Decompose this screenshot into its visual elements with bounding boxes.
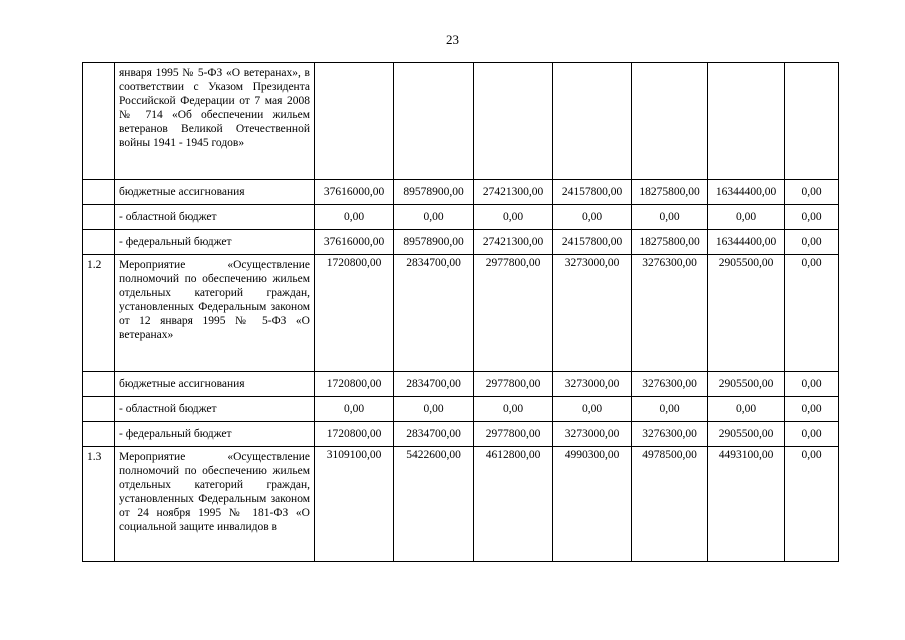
table-body	[83, 63, 839, 562]
row-number	[83, 205, 115, 230]
value-cell: 24157800,00	[553, 180, 632, 205]
table-row	[83, 180, 839, 205]
value-cell: 0,00	[785, 372, 839, 397]
value-cell: 4990300,00	[553, 447, 632, 562]
value-cell: 1720800,00	[315, 372, 394, 397]
row-number	[83, 372, 115, 397]
row-number: 1.3	[83, 447, 115, 562]
value-cell: 0,00	[708, 397, 785, 422]
value-cell: 0,00	[785, 180, 839, 205]
table-row	[83, 397, 839, 422]
value-cell	[394, 63, 474, 180]
table-row	[83, 422, 839, 447]
value-cell: 0,00	[315, 397, 394, 422]
value-cell: 0,00	[785, 230, 839, 255]
value-cell: 27421300,00	[474, 180, 553, 205]
value-cell: 0,00	[394, 205, 474, 230]
value-cell: 1720800,00	[315, 422, 394, 447]
value-cell: 5422600,00	[394, 447, 474, 562]
value-cell: 16344400,00	[708, 230, 785, 255]
row-description: бюджетные ассигнования	[115, 180, 315, 205]
value-cell: 2977800,00	[474, 372, 553, 397]
value-cell: 2834700,00	[394, 372, 474, 397]
row-number	[83, 63, 115, 180]
row-description: - федеральный бюджет	[115, 422, 315, 447]
value-cell: 2905500,00	[708, 372, 785, 397]
value-cell: 27421300,00	[474, 230, 553, 255]
row-description: - областной бюджет	[115, 397, 315, 422]
value-cell: 0,00	[394, 397, 474, 422]
value-cell: 3273000,00	[553, 372, 632, 397]
table-row	[83, 230, 839, 255]
row-description: бюджетные ассигнования	[115, 372, 315, 397]
value-cell: 24157800,00	[553, 230, 632, 255]
value-cell: 3276300,00	[632, 372, 708, 397]
value-cell: 2834700,00	[394, 255, 474, 372]
value-cell: 2977800,00	[474, 255, 553, 372]
value-cell: 89578900,00	[394, 180, 474, 205]
value-cell: 2905500,00	[708, 255, 785, 372]
value-cell: 0,00	[474, 205, 553, 230]
value-cell: 3276300,00	[632, 422, 708, 447]
value-cell	[315, 63, 394, 180]
value-cell: 3109100,00	[315, 447, 394, 562]
value-cell: 4493100,00	[708, 447, 785, 562]
value-cell	[474, 63, 553, 180]
value-cell: 0,00	[632, 205, 708, 230]
value-cell: 3273000,00	[553, 255, 632, 372]
value-cell: 0,00	[708, 205, 785, 230]
table-row	[83, 372, 839, 397]
budget-table	[82, 62, 839, 562]
row-description: Мероприятие «Осуществление полномочий по обеспечению жильем отдельных категорий граждан, установленных Федеральным законом от 24 ноября 1995 № 181-ФЗ «О социальной защите инвалидов в	[115, 447, 315, 562]
row-number	[83, 422, 115, 447]
value-cell	[632, 63, 708, 180]
row-description: - областной бюджет	[115, 205, 315, 230]
row-number	[83, 180, 115, 205]
value-cell: 0,00	[785, 422, 839, 447]
table-row	[83, 63, 839, 180]
value-cell: 16344400,00	[708, 180, 785, 205]
value-cell: 2905500,00	[708, 422, 785, 447]
table-row	[83, 447, 839, 562]
row-number	[83, 230, 115, 255]
value-cell: 0,00	[785, 255, 839, 372]
value-cell: 4612800,00	[474, 447, 553, 562]
value-cell: 0,00	[315, 205, 394, 230]
value-cell: 1720800,00	[315, 255, 394, 372]
table-row	[83, 205, 839, 230]
value-cell: 4978500,00	[632, 447, 708, 562]
value-cell: 37616000,00	[315, 230, 394, 255]
row-number: 1.2	[83, 255, 115, 372]
value-cell: 37616000,00	[315, 180, 394, 205]
value-cell: 0,00	[785, 447, 839, 562]
value-cell	[785, 63, 839, 180]
table-row	[83, 255, 839, 372]
value-cell	[708, 63, 785, 180]
value-cell: 89578900,00	[394, 230, 474, 255]
value-cell: 3273000,00	[553, 422, 632, 447]
value-cell	[553, 63, 632, 180]
row-description: - федеральный бюджет	[115, 230, 315, 255]
value-cell: 0,00	[553, 397, 632, 422]
value-cell: 0,00	[474, 397, 553, 422]
row-description: Мероприятие «Осуществление полномочий по обеспечению жильем отдельных категорий граждан, установленных Федеральным законом от 12 января 1995 № 5-ФЗ «О ветеранах»	[115, 255, 315, 372]
value-cell: 3276300,00	[632, 255, 708, 372]
page-number: 23	[446, 32, 459, 47]
value-cell: 2834700,00	[394, 422, 474, 447]
value-cell: 0,00	[785, 397, 839, 422]
value-cell: 0,00	[553, 205, 632, 230]
value-cell: 18275800,00	[632, 180, 708, 205]
value-cell: 18275800,00	[632, 230, 708, 255]
value-cell: 2977800,00	[474, 422, 553, 447]
row-number	[83, 397, 115, 422]
row-description: января 1995 № 5-ФЗ «О ветеранах», в соответствии с Указом Президента Российской Федерации от 7 мая 2008 № 714 «Об обеспечении жильем ветеранов Великой Отечественной войны 1941 - 1945 годов»	[115, 63, 315, 180]
value-cell: 0,00	[632, 397, 708, 422]
value-cell: 0,00	[785, 205, 839, 230]
